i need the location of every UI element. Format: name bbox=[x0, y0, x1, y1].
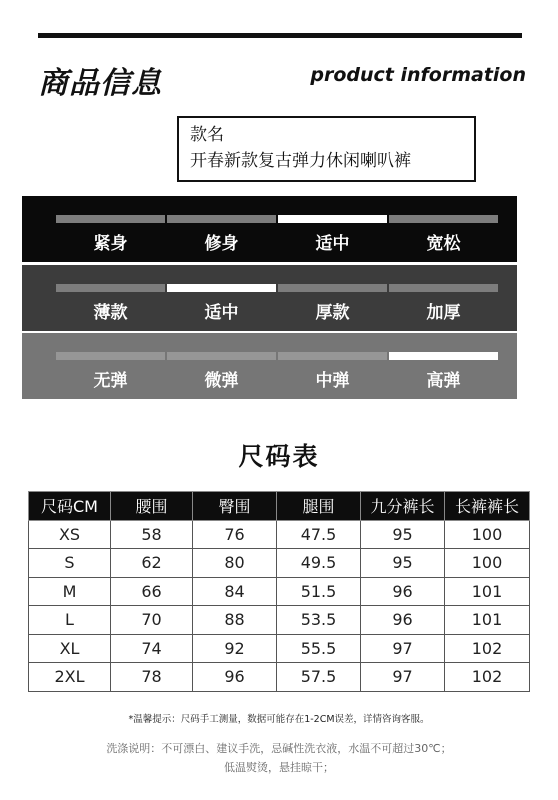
attribute-option bbox=[55, 215, 166, 254]
table-cell: 96 bbox=[193, 663, 277, 692]
attribute-option-label: 适中 bbox=[204, 303, 239, 323]
table-cell: 62 bbox=[111, 549, 193, 578]
table-cell: 92 bbox=[193, 634, 277, 663]
table-cell: 74 bbox=[111, 634, 193, 663]
attribute-option-label: 厚款 bbox=[315, 303, 350, 323]
table-cell: 76 bbox=[193, 520, 277, 549]
table-cell: 2XL bbox=[29, 663, 111, 692]
attribute-option-label: 薄款 bbox=[93, 303, 128, 323]
thickness-attribute-block bbox=[22, 265, 517, 331]
table-cell: M bbox=[29, 577, 111, 606]
table-cell: L bbox=[29, 606, 111, 635]
attribute-indicator bbox=[278, 352, 387, 360]
attribute-option-label: 适中 bbox=[315, 234, 350, 254]
size-chart-header-cell: 尺码CM bbox=[29, 492, 111, 521]
table-cell: 78 bbox=[111, 663, 193, 692]
attribute-option bbox=[166, 215, 277, 254]
table-cell: 47.5 bbox=[277, 520, 361, 549]
table-cell: 57.5 bbox=[277, 663, 361, 692]
size-chart-body bbox=[29, 520, 530, 691]
attribute-indicator-selected bbox=[389, 352, 498, 360]
fit-attribute-block bbox=[22, 196, 517, 262]
table-cell: 95 bbox=[361, 549, 445, 578]
attribute-indicator bbox=[167, 215, 276, 223]
table-cell: 102 bbox=[445, 634, 530, 663]
size-chart-header-cell: 臀围 bbox=[193, 492, 277, 521]
table-cell: 101 bbox=[445, 606, 530, 635]
elasticity-attribute-block bbox=[22, 333, 517, 399]
attribute-option bbox=[166, 284, 277, 323]
table-cell: 84 bbox=[193, 577, 277, 606]
table-cell: 97 bbox=[361, 634, 445, 663]
attribute-indicator bbox=[167, 352, 276, 360]
table-cell: S bbox=[29, 549, 111, 578]
size-chart-header-cell: 长裤裤长 bbox=[445, 492, 530, 521]
attribute-option bbox=[166, 352, 277, 391]
attribute-option-label: 高弹 bbox=[426, 371, 461, 391]
wash-line-2: 低温熨烫，悬挂晾干； bbox=[224, 761, 334, 774]
attribute-option bbox=[277, 284, 388, 323]
table-cell: 70 bbox=[111, 606, 193, 635]
table-cell: 97 bbox=[361, 663, 445, 692]
attribute-option bbox=[277, 352, 388, 391]
attribute-option bbox=[277, 215, 388, 254]
size-chart-table bbox=[28, 491, 530, 692]
table-cell: 80 bbox=[193, 549, 277, 578]
attribute-option-label: 修身 bbox=[204, 234, 239, 254]
top-divider bbox=[38, 33, 522, 38]
attribute-option-label: 宽松 bbox=[426, 234, 461, 254]
attribute-indicator bbox=[56, 352, 165, 360]
table-cell: XS bbox=[29, 520, 111, 549]
size-chart-header-cell: 腿围 bbox=[277, 492, 361, 521]
attribute-option-label: 中弹 bbox=[315, 371, 350, 391]
style-name-box bbox=[177, 116, 476, 182]
attribute-option bbox=[55, 284, 166, 323]
table-row bbox=[29, 520, 530, 549]
table-cell: XL bbox=[29, 634, 111, 663]
page-title: 商品信息 bbox=[38, 66, 162, 101]
size-chart-header-cell: 腰围 bbox=[111, 492, 193, 521]
attribute-option-label: 无弹 bbox=[93, 371, 128, 391]
table-row bbox=[29, 549, 530, 578]
table-row bbox=[29, 577, 530, 606]
table-row bbox=[29, 663, 530, 692]
attribute-indicator bbox=[278, 284, 387, 292]
table-cell: 96 bbox=[361, 577, 445, 606]
size-chart-header-cell: 九分裤长 bbox=[361, 492, 445, 521]
attribute-option-label: 加厚 bbox=[426, 303, 461, 323]
table-cell: 100 bbox=[445, 549, 530, 578]
attribute-option-label: 紧身 bbox=[93, 234, 128, 254]
table-cell: 100 bbox=[445, 520, 530, 549]
table-cell: 95 bbox=[361, 520, 445, 549]
washing-instructions bbox=[0, 739, 558, 777]
attribute-indicator bbox=[56, 215, 165, 223]
attribute-option bbox=[388, 215, 499, 254]
wash-line-1: 洗涤说明：不可漂白、建议手洗，忌碱性洗衣液，水温不可超过30℃； bbox=[106, 742, 452, 755]
attribute-indicator bbox=[389, 284, 498, 292]
attribute-indicator bbox=[389, 215, 498, 223]
size-chart-header-row bbox=[29, 492, 530, 521]
attribute-indicator bbox=[56, 284, 165, 292]
table-cell: 58 bbox=[111, 520, 193, 549]
table-cell: 55.5 bbox=[277, 634, 361, 663]
attribute-row bbox=[55, 215, 499, 254]
style-label: 款名 bbox=[190, 125, 224, 145]
table-row bbox=[29, 634, 530, 663]
measurement-tip: *温馨提示：尺码手工测量，数据可能存在1-2CM误差，详情咨询客服。 bbox=[128, 714, 430, 725]
size-chart-title: 尺码表 bbox=[238, 442, 320, 471]
attribute-indicator-selected bbox=[167, 284, 276, 292]
attribute-row bbox=[55, 352, 499, 391]
style-value: 开春新款复古弹力休闲喇叭裤 bbox=[190, 151, 411, 171]
attribute-option bbox=[55, 352, 166, 391]
table-cell: 96 bbox=[361, 606, 445, 635]
attribute-option bbox=[388, 284, 499, 323]
attribute-row bbox=[55, 284, 499, 323]
table-cell: 51.5 bbox=[277, 577, 361, 606]
table-cell: 53.5 bbox=[277, 606, 361, 635]
attribute-indicator-selected bbox=[278, 215, 387, 223]
table-cell: 66 bbox=[111, 577, 193, 606]
attribute-option-label: 微弹 bbox=[204, 371, 239, 391]
table-cell: 49.5 bbox=[277, 549, 361, 578]
attribute-option bbox=[388, 352, 499, 391]
table-cell: 88 bbox=[193, 606, 277, 635]
table-cell: 102 bbox=[445, 663, 530, 692]
table-cell: 101 bbox=[445, 577, 530, 606]
table-row bbox=[29, 606, 530, 635]
page-subtitle-en: product information bbox=[310, 64, 526, 86]
